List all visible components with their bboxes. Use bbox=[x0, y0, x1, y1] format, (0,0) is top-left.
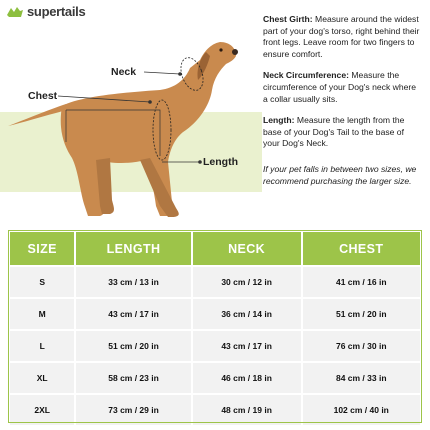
neck-cell: 43 cm / 17 in bbox=[193, 331, 301, 361]
table-header-row bbox=[10, 232, 420, 265]
length-cell: 43 cm / 17 in bbox=[76, 299, 190, 329]
dog-icon bbox=[0, 30, 262, 228]
header-size: SIZE bbox=[10, 232, 74, 265]
dog-measurement-illustration bbox=[0, 30, 262, 228]
header-length: LENGTH bbox=[76, 232, 190, 265]
chest-instruction: Chest Girth: Measure around the widest part of your dog's torso, right behind their front legs. Leave room for two fingers to ensure comfort. bbox=[263, 14, 420, 59]
chest-cell: 102 cm / 40 in bbox=[303, 395, 421, 425]
table-row bbox=[10, 395, 420, 425]
size-cell: XL bbox=[10, 363, 74, 393]
header-chest: CHEST bbox=[303, 232, 421, 265]
table-row bbox=[10, 299, 420, 329]
header-neck: NECK bbox=[193, 232, 301, 265]
length-cell: 73 cm / 29 in bbox=[76, 395, 190, 425]
size-cell: 2XL bbox=[10, 395, 74, 425]
chest-label: Chest bbox=[28, 90, 58, 102]
dog-paw-logo-icon bbox=[5, 5, 25, 19]
size-cell: M bbox=[10, 299, 74, 329]
size-cell: S bbox=[10, 267, 74, 297]
neck-cell: 46 cm / 18 in bbox=[193, 363, 301, 393]
size-chart bbox=[8, 230, 422, 423]
length-cell: 58 cm / 23 in bbox=[76, 363, 190, 393]
size-note: If your pet falls in between two sizes, we recommend purchasing the larger size. bbox=[263, 163, 417, 186]
neck-cell: 48 cm / 19 in bbox=[193, 395, 301, 425]
size-cell: L bbox=[10, 331, 74, 361]
neck-label: Neck bbox=[111, 66, 137, 78]
size-table bbox=[8, 230, 422, 427]
table-row bbox=[10, 267, 420, 297]
neck-cell: 30 cm / 12 in bbox=[193, 267, 301, 297]
measurement-instructions bbox=[263, 14, 423, 197]
length-cell: 33 cm / 13 in bbox=[76, 267, 190, 297]
chest-cell: 76 cm / 30 in bbox=[303, 331, 421, 361]
chest-cell: 51 cm / 20 in bbox=[303, 299, 421, 329]
length-cell: 51 cm / 20 in bbox=[76, 331, 190, 361]
brand-name: supertails bbox=[27, 4, 86, 19]
table-row bbox=[10, 363, 420, 393]
chest-cell: 41 cm / 16 in bbox=[303, 267, 421, 297]
table-row bbox=[10, 331, 420, 361]
neck-cell: 36 cm / 14 in bbox=[193, 299, 301, 329]
length-instruction: Length: Measure the length from the base of your Dog's Tail to the base of your Dog's Neck. bbox=[263, 115, 405, 149]
length-label: Length bbox=[203, 156, 238, 168]
chest-cell: 84 cm / 33 in bbox=[303, 363, 421, 393]
brand-logo[interactable] bbox=[5, 4, 85, 19]
neck-instruction: Neck Circumference: Measure the circumference of your Dog's neck where a collar usually sits. bbox=[263, 70, 417, 104]
